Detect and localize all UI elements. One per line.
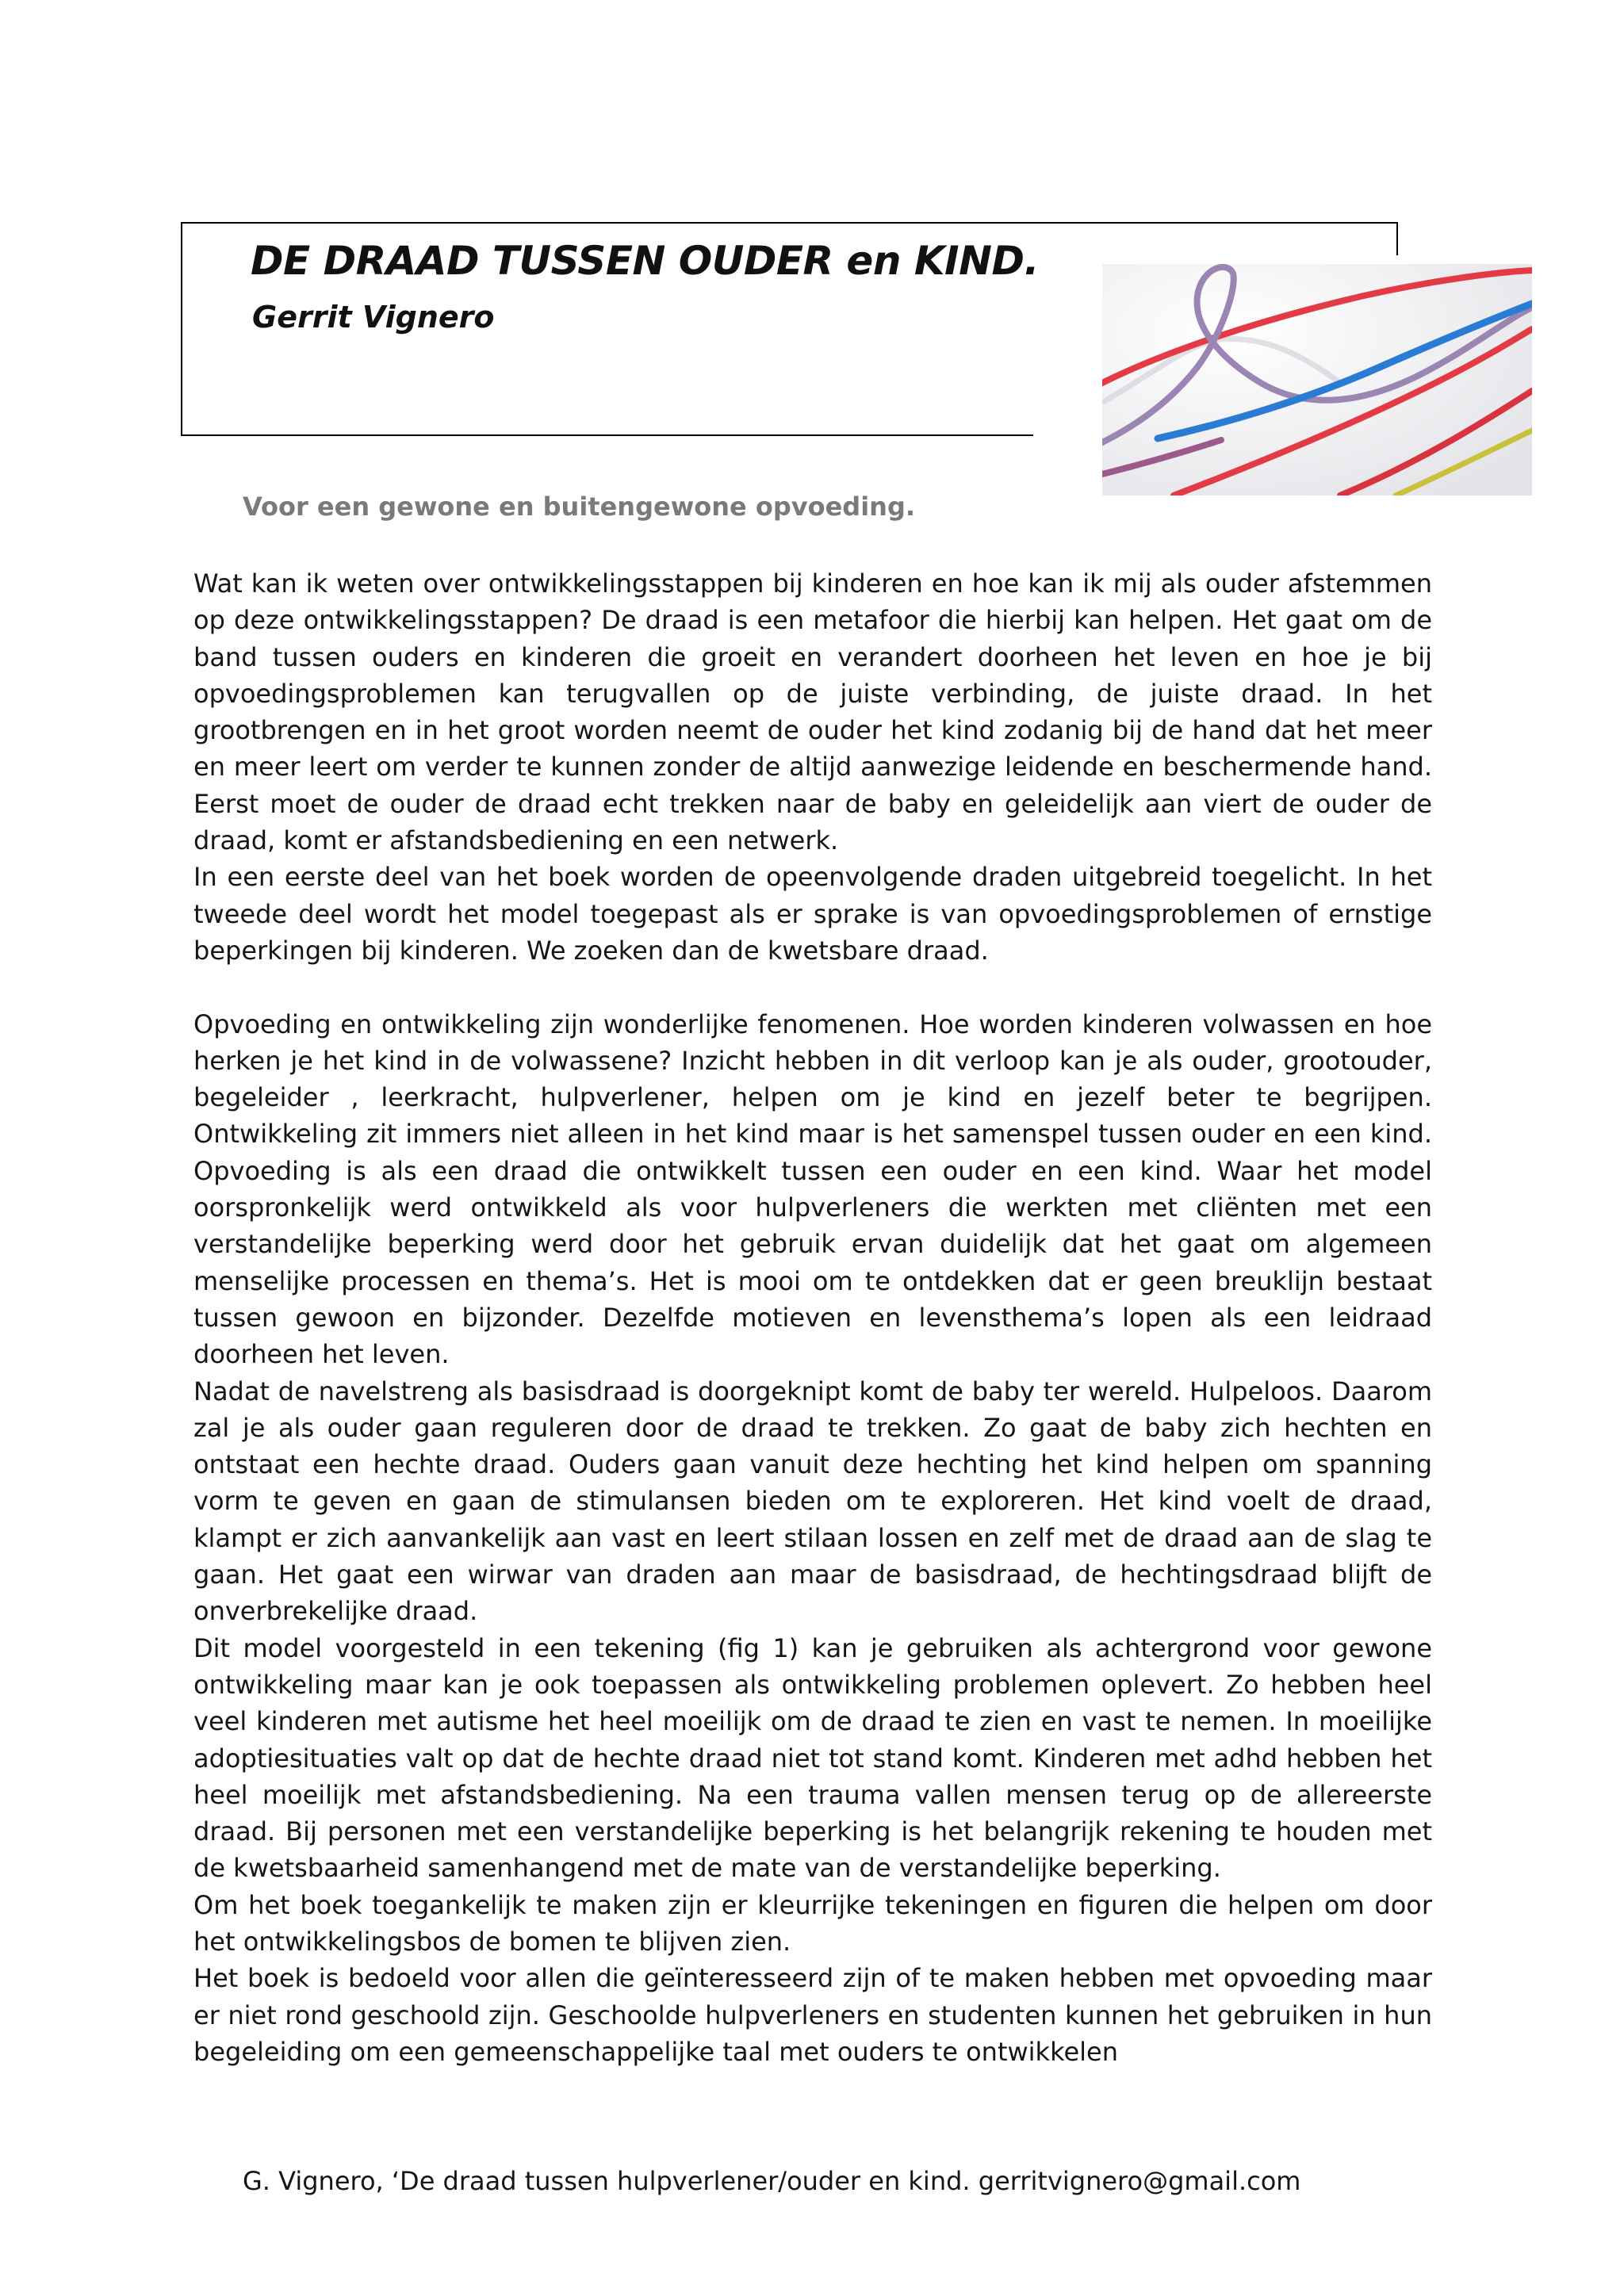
document-title: DE DRAAD TUSSEN OUDER en KIND. — [251, 238, 1040, 284]
paragraph: In een eerste deel van het boek worden de opeenvolgende draden uitgebreid toegelicht. In het tweede deel wordt het model toegepast als er sprake is van opvoedingsproblemen of ernstige beperkingen bij kinderen. We zoeken dan de kwetsbare draad. — [193, 862, 1432, 966]
frame-right-border — [1396, 222, 1398, 255]
frame-left-border — [181, 222, 182, 436]
page-footer: G. Vignero, ‘De draad tussen hulpverlener/ouder en kind. gerritvignero@gmail.com — [243, 2166, 1301, 2196]
frame-top-border — [181, 222, 1398, 224]
paragraph: Wat kan ik weten over ontwikkelingsstappen bij kinderen en hoe kan ik mij als ouder afstemmen op deze ontwikkelingsstappen? De draad is een metafoor die hierbij kan helpen. Het gaat om de band tussen ouders en kinderen die groeit en verandert doorheen het leven en hoe je bij opvoedingsproblemen kan terugvallen op de juiste verbinding, de juiste draad. In het grootbrengen en in het groot worden neemt de ouder het kind zodanig bij de hand dat het meer en meer leert om verder te kunnen zonder de altijd aanwezige leidende en beschermende hand. Eerst moet de ouder de draad echt trekken naar de baby en geleidelijk aan viert de ouder de draad, komt er afstandsbediening en een netwerk. — [193, 568, 1432, 856]
paragraph: Nadat de navelstreng als basisdraad is doorgeknipt komt de baby ter wereld. Hulpeloos. Daarom zal je als ouder gaan reguleren door de draad te trekken. Zo gaat de baby zich hechten en ontstaat een hechte draad. Ouders gaan vanuit deze hechting het kind helpen om spanning vorm te geven en gaan de stimulansen bieden om te exploreren. Het kind voelt de draad, klampt er zich aanvankelijk aan vast en leert stilaan lossen en zelf met de draad aan de slag te gaan. Het gaat een wirwar van draden aan maar de basisdraad, de hechtingsdraad blijft de onverbrekelijke draad. — [193, 1376, 1432, 1627]
paragraph: Dit model voorgesteld in een tekening (fig 1) kan je gebruiken als achtergrond voor gewone ontwikkeling maar kan je ook toepassen als ontwikkeling problemen oplevert. Zo hebben heel veel kinderen met autisme het heel moeilijk om de draad te zien en vast te nemen. In moeilijke adoptiesituaties valt op dat de hechte draad niet tot stand komt. Kinderen met adhd hebben het heel moeilijk met afstandsbediening. Na een trauma vallen mensen terug op de allereerste draad. Bij personen met een verstandelijke beperking is het belangrijk rekening te houden met de kwetsbaarheid samenhangend met de mate van de verstandelijke beperking. — [193, 1632, 1432, 1884]
document-author: Gerrit Vignero — [252, 300, 495, 335]
paragraph: Het boek is bedoeld voor allen die geïnteresseerd zijn of te maken hebben met opvoeding maar er niet rond geschoold zijn. Geschoolde hulpverleners en studenten kunnen het gebruiken in hun begeleiding om een gemeenschappelijke taal met ouders te ontwikkelen — [193, 1963, 1432, 2067]
frame-bottom-border — [181, 434, 1033, 436]
paragraph: Opvoeding en ontwikkeling zijn wonderlijke fenomenen. Hoe worden kinderen volwassen en hoe herken je het kind in de volwassene? Inzicht hebben in dit verloop kan je als ouder, grootouder, begeleider , leerkracht, hulpverlener, helpen om je kind en jezelf beter te begrijpen. Ontwikkeling zit immers niet alleen in het kind maar is het samenspel tussen ouder en een kind. Opvoeding is als een draad die ontwikkelt tussen een ouder en een kind. Waar het model oorspronkelijk werd ontwikkeld als voor hulpverleners die werkten met cliënten met een verstandelijke beperking werd door het gebruik ervan duidelijk dat het gaat om algemeen menselijke processen en thema’s. Het is mooi om te ontdekken dat er geen breuklijn bestaat tussen gewoon en bijzonder. Dezelfde motieven en levensthema’s lopen als een leidraad doorheen het leven. — [193, 1008, 1432, 1370]
paragraph: Om het boek toegankelijk te maken zijn er kleurrijke tekeningen en figuren die helpen om door het ontwikkelingsbos de bomen te blijven zien. — [193, 1889, 1432, 1957]
document-subtitle: Voor een gewone en buitengewone opvoeding. — [243, 492, 916, 522]
coloured-wires-photo — [1102, 264, 1532, 496]
body-text — [193, 565, 1432, 2070]
